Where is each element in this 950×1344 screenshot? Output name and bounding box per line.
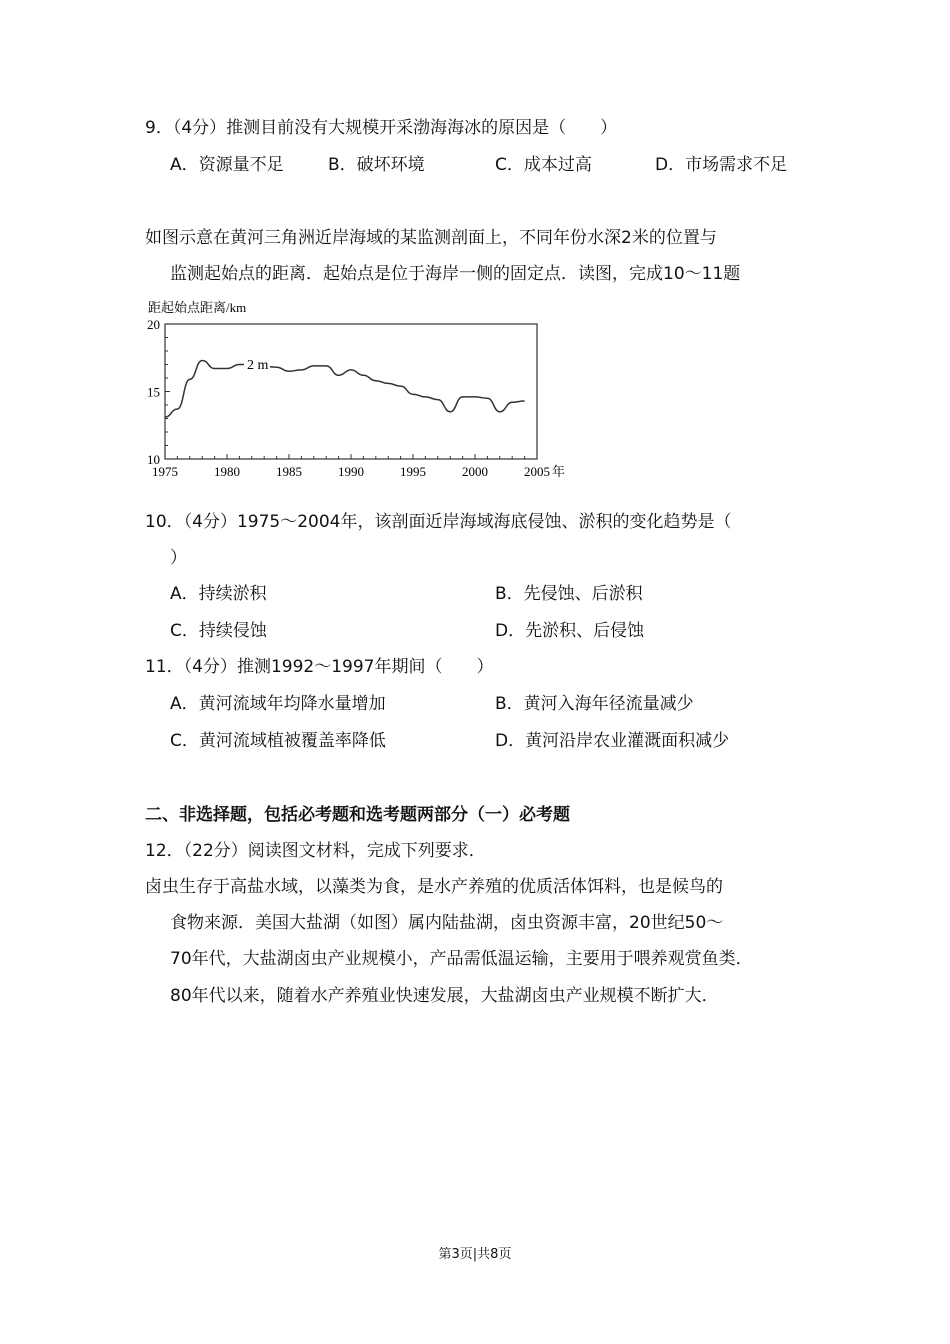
q11-stem: 11．（4分）推测1992～1997年期间（ ） (145, 657, 494, 677)
q10-option-d: D．先淤积、后侵蚀 (495, 621, 645, 641)
series-line-2m (165, 360, 525, 417)
page-footer: 第3页|共8页 (438, 1247, 512, 1262)
q9-stem: 9．（4分）推测目前没有大规模开采渤海海冰的原因是（ ） (145, 118, 618, 138)
y-axis-label: 距起始点距离/km (148, 300, 247, 315)
x-tick-label: 1995 (400, 464, 426, 479)
q10-option-c: C．持续侵蚀 (170, 621, 267, 641)
series-label: 2 m (247, 358, 269, 373)
q12-stem: 12．（22分）阅读图文材料，完成下列要求． (145, 841, 486, 861)
x-tick-label: 1990 (338, 464, 364, 479)
x-tick-label: 1980 (214, 464, 240, 479)
intro-line1: 如图示意在黄河三角洲近岸海域的某监测剖面上，不同年份水深2米的位置与 (145, 228, 717, 248)
section-heading: 二、非选择题，包括必考题和选考题两部分（一）必考题 (145, 805, 570, 825)
y-tick-label: 20 (147, 317, 160, 332)
q9-option-c: C．成本过高 (495, 155, 592, 175)
q11-option-b: B．黄河入海年径流量减少 (495, 694, 694, 714)
x-tick-label: 2000 (462, 464, 488, 479)
q10-option-b: B．先侵蚀、后淤积 (495, 584, 643, 604)
q12-para-line: 80年代以来，随着水产养殖业快速发展，大盐湖卤虫产业规模不断扩大． (170, 986, 719, 1006)
q10-option-a: A．持续淤积 (170, 584, 267, 604)
q11-option-c: C．黄河流域植被覆盖率降低 (170, 731, 386, 751)
q9-option-b: B．破坏环境 (328, 155, 425, 175)
y-tick-label: 15 (147, 384, 160, 400)
q10-stem: 10．（4分）1975～2004年，该剖面近岸海域海底侵蚀、淤积的变化趋势是（ (145, 512, 732, 532)
q12-para-line: 70年代，大盐湖卤虫产业规模小，产品需低温运输，主要用于喂养观赏鱼类． (170, 949, 753, 969)
q9-option-d: D．市场需求不足 (655, 155, 788, 175)
q11-option-a: A．黄河流域年均降水量增加 (170, 694, 386, 714)
x-axis-label: 年 (552, 464, 566, 479)
q12-para-line: 卤虫生存于高盐水域，以藻类为食，是水产养殖的优质活体饵料，也是候鸟的 (145, 877, 723, 897)
intro-line2: 监测起始点的距离．起始点是位于海岸一侧的固定点．读图，完成10～11题 (170, 264, 741, 284)
y-tick-label: 10 (147, 452, 160, 467)
q9-option-a: A．资源量不足 (170, 155, 284, 175)
x-tick-label: 1975 (152, 464, 178, 479)
distance-chart (140, 295, 580, 485)
q11-option-d: D．黄河沿岸农业灌溉面积减少 (495, 731, 730, 751)
q10-stem-end: ） (170, 548, 187, 568)
plot-frame (165, 324, 537, 459)
x-tick-label: 1985 (276, 464, 302, 479)
q12-para-line: 食物来源．美国大盐湖（如图）属内陆盐湖，卤虫资源丰富，20世纪50～ (170, 913, 724, 933)
x-tick-label: 2005 (524, 464, 550, 479)
